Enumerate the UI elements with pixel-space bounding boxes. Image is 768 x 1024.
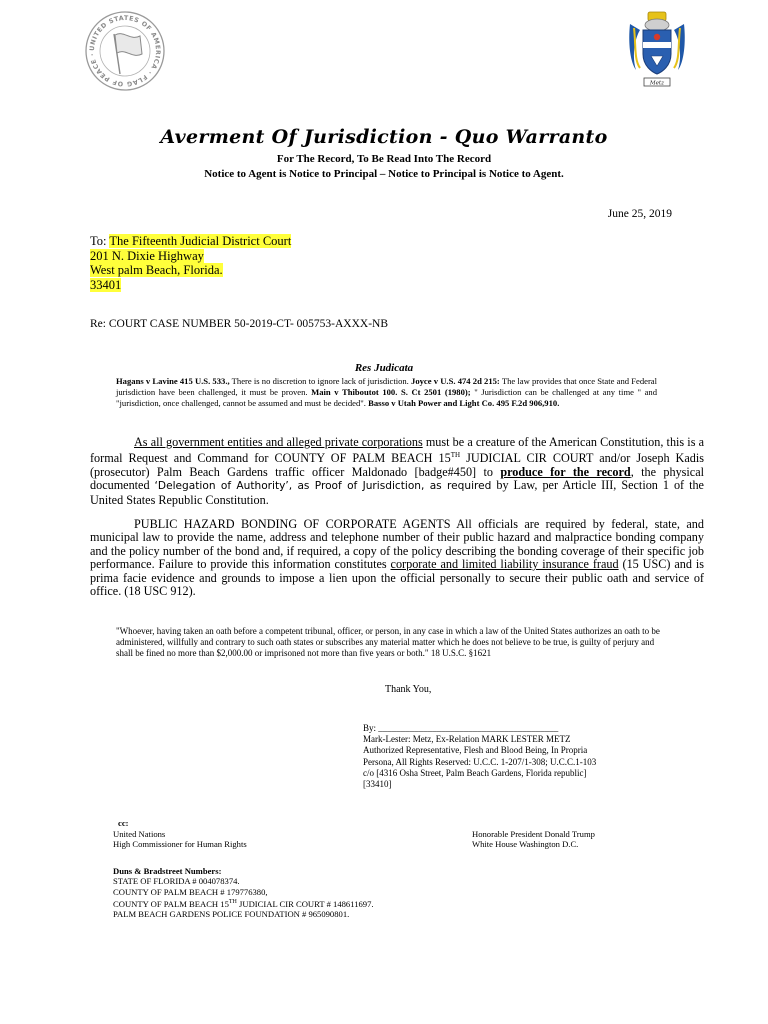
signature-line-4: c/o [4316 Osha Street, Palm Beach Gardens, Florida republic] [363,767,587,778]
bonding-paragraph [90,518,704,598]
address-line-2: 201 N. Dixie Highway [90,248,204,263]
citation-main: Main v Thiboutot 100. S. Ct 2501 (1980); [311,386,471,397]
cc-left [113,829,247,850]
cc-right [472,829,595,850]
duns-florida: STATE OF FLORIDA # 004078374. [113,876,240,887]
case-reference: Re: COURT CASE NUMBER 50-2019-CT- 005753-AXXX-NB [90,318,389,330]
duns-heading: Duns & Bradstreet Numbers: [113,866,222,876]
recipient-address [90,234,291,292]
coat-of-arms-crest [626,10,688,90]
address-line-1: The Fifteenth Judicial District Court [109,234,292,248]
jurisdiction-request-paragraph [90,436,704,507]
signature-line-2: Authorized Representative, Flesh and Blood Being, In Propria [363,745,588,756]
cc-human-rights: High Commissioner for Human Rights [113,839,247,850]
para1-text-1: must be a creature of the American Constitution, this is a formal Request and Command for COUNTY OF PALM BEACH 15 [90,435,704,466]
cc-united-nations: United Nations [113,829,166,839]
duns-cir-court-sup: TH [228,899,237,906]
duns-cir-court [113,897,374,909]
para2-text-2: (15 USC) and is prima facie evidence and grounds to impose a lien upon the official personally to secure their public oath and service of office. (18 USC 912). [90,557,704,599]
signature-block [363,723,663,790]
para1-text-2: JUDICIAL CIR COURT and/or Joseph Kadis (prosecutor) Palm Beach Gardens traffic officer Maldonado [badge#450] to [90,451,704,479]
res-judicata-heading: Res Judicata [354,362,414,374]
para1-text-4: by Law, per Article III, Section 1 of the United States Republic Constitution. [90,478,704,507]
para1-sup: TH [450,451,461,460]
duns-numbers [113,866,374,920]
cc-label: cc: [118,818,129,828]
letter-date: June 25, 2019 [607,208,672,220]
para2-underlined: corporate and limited liability insurance fraud [390,557,619,572]
duns-police-foundation: PALM BEACH GARDENS POLICE FOUNDATION # 965090801. [113,909,350,920]
document-subtitle-notice: Notice to Agent is Notice to Principal – Notice to Principal is Notice to Agent. [204,168,564,180]
para1-underlined: As all government entities and alleged private corporations [134,435,423,449]
para2-text-1: PUBLIC HAZARD BONDING OF CORPORATE AGENTS All officials are required by federal, state, and municipal law to provide the name, address and telephone number of their public hazard and malpractice bonding company and the policy number of the bond and, if required, a copy of the policy describing the bonding coverage of their specific job performance. Failure to provide this information constitutes [90,517,704,572]
address-line-3: West palm Beach, Florida. [90,263,223,277]
case-citations [116,376,657,408]
citation-basso: Basso v Utah Power and Light Co. 495 F.2d 906,910. [368,397,560,408]
flag-of-peace-seal [84,10,166,92]
perjury-quote: "Whoever, having taken an oath before a competent tribunal, officer, or person, in any case in which a law of the United States authorizes an oath to be administered, willfully and contrary to such oath states or subscribes any material matter which he does not believe to be true, is guilty of perjury and shall be fined no more than $2,000.00 or imprisoned not more than five years or both." 18 U.S.C. §1621 [116,626,660,658]
para1-delegation: ‘Delegation of Authority’, as Proof of Jurisdiction, as required [154,480,492,493]
signature-line-3: Persona, All Rights Reserved: U.C.C. 1-207/1-308; U.C.C.1-103 [363,756,597,767]
duns-cir-court-b: JUDICIAL CIR COURT # 148611697. [236,899,374,910]
svg-text:Metz: Metz [649,80,665,87]
document-title: Averment Of Jurisdiction - Quo Warranto [160,126,608,148]
cc-president: Honorable President Donald Trump [472,829,595,839]
address-line-4: 33401 [90,277,122,292]
address-prefix: To: [90,234,110,248]
svg-text:UNITED STATES OF AMERICA · FLA: UNITED STATES OF AMERICA · FLAG OF PEACE · [88,14,162,88]
citation-joyce: Joyce v U.S. 474 2d 215: [411,376,500,386]
closing-thanks: Thank You, [385,684,432,695]
citation-text-1: There is no discretion to ignore lack of jurisdiction. [229,376,412,386]
signature-line-1: Mark-Lester: Metz, Ex-Relation MARK LESTER METZ [363,734,571,745]
citation-text-3: " Jurisdiction can be challenged at any time " and "jurisdiction, once challenged, cannot be assumed and must be decided". [116,386,657,408]
para1-bold-underlined: produce for the record [500,464,631,479]
duns-cir-court-a: COUNTY OF PALM BEACH 15 [113,899,229,910]
duns-palm-beach: COUNTY OF PALM BEACH # 179776380, [113,886,268,897]
citation-hagans: Hagans v Lavine 415 U.S. 533., [116,376,230,386]
signature-line-5: [33410] [363,779,392,790]
signature-by-line: By: ________________________________________ [363,723,559,733]
document-subtitle-record: For The Record, To Be Read Into The Record [276,153,492,165]
citation-text-2: The law provides that once State and Federal jurisdiction have been challenged, it must be proven. [116,376,658,397]
para1-text-3: , the physical documented [90,464,704,493]
cc-white-house: White House Washington D.C. [472,839,579,850]
